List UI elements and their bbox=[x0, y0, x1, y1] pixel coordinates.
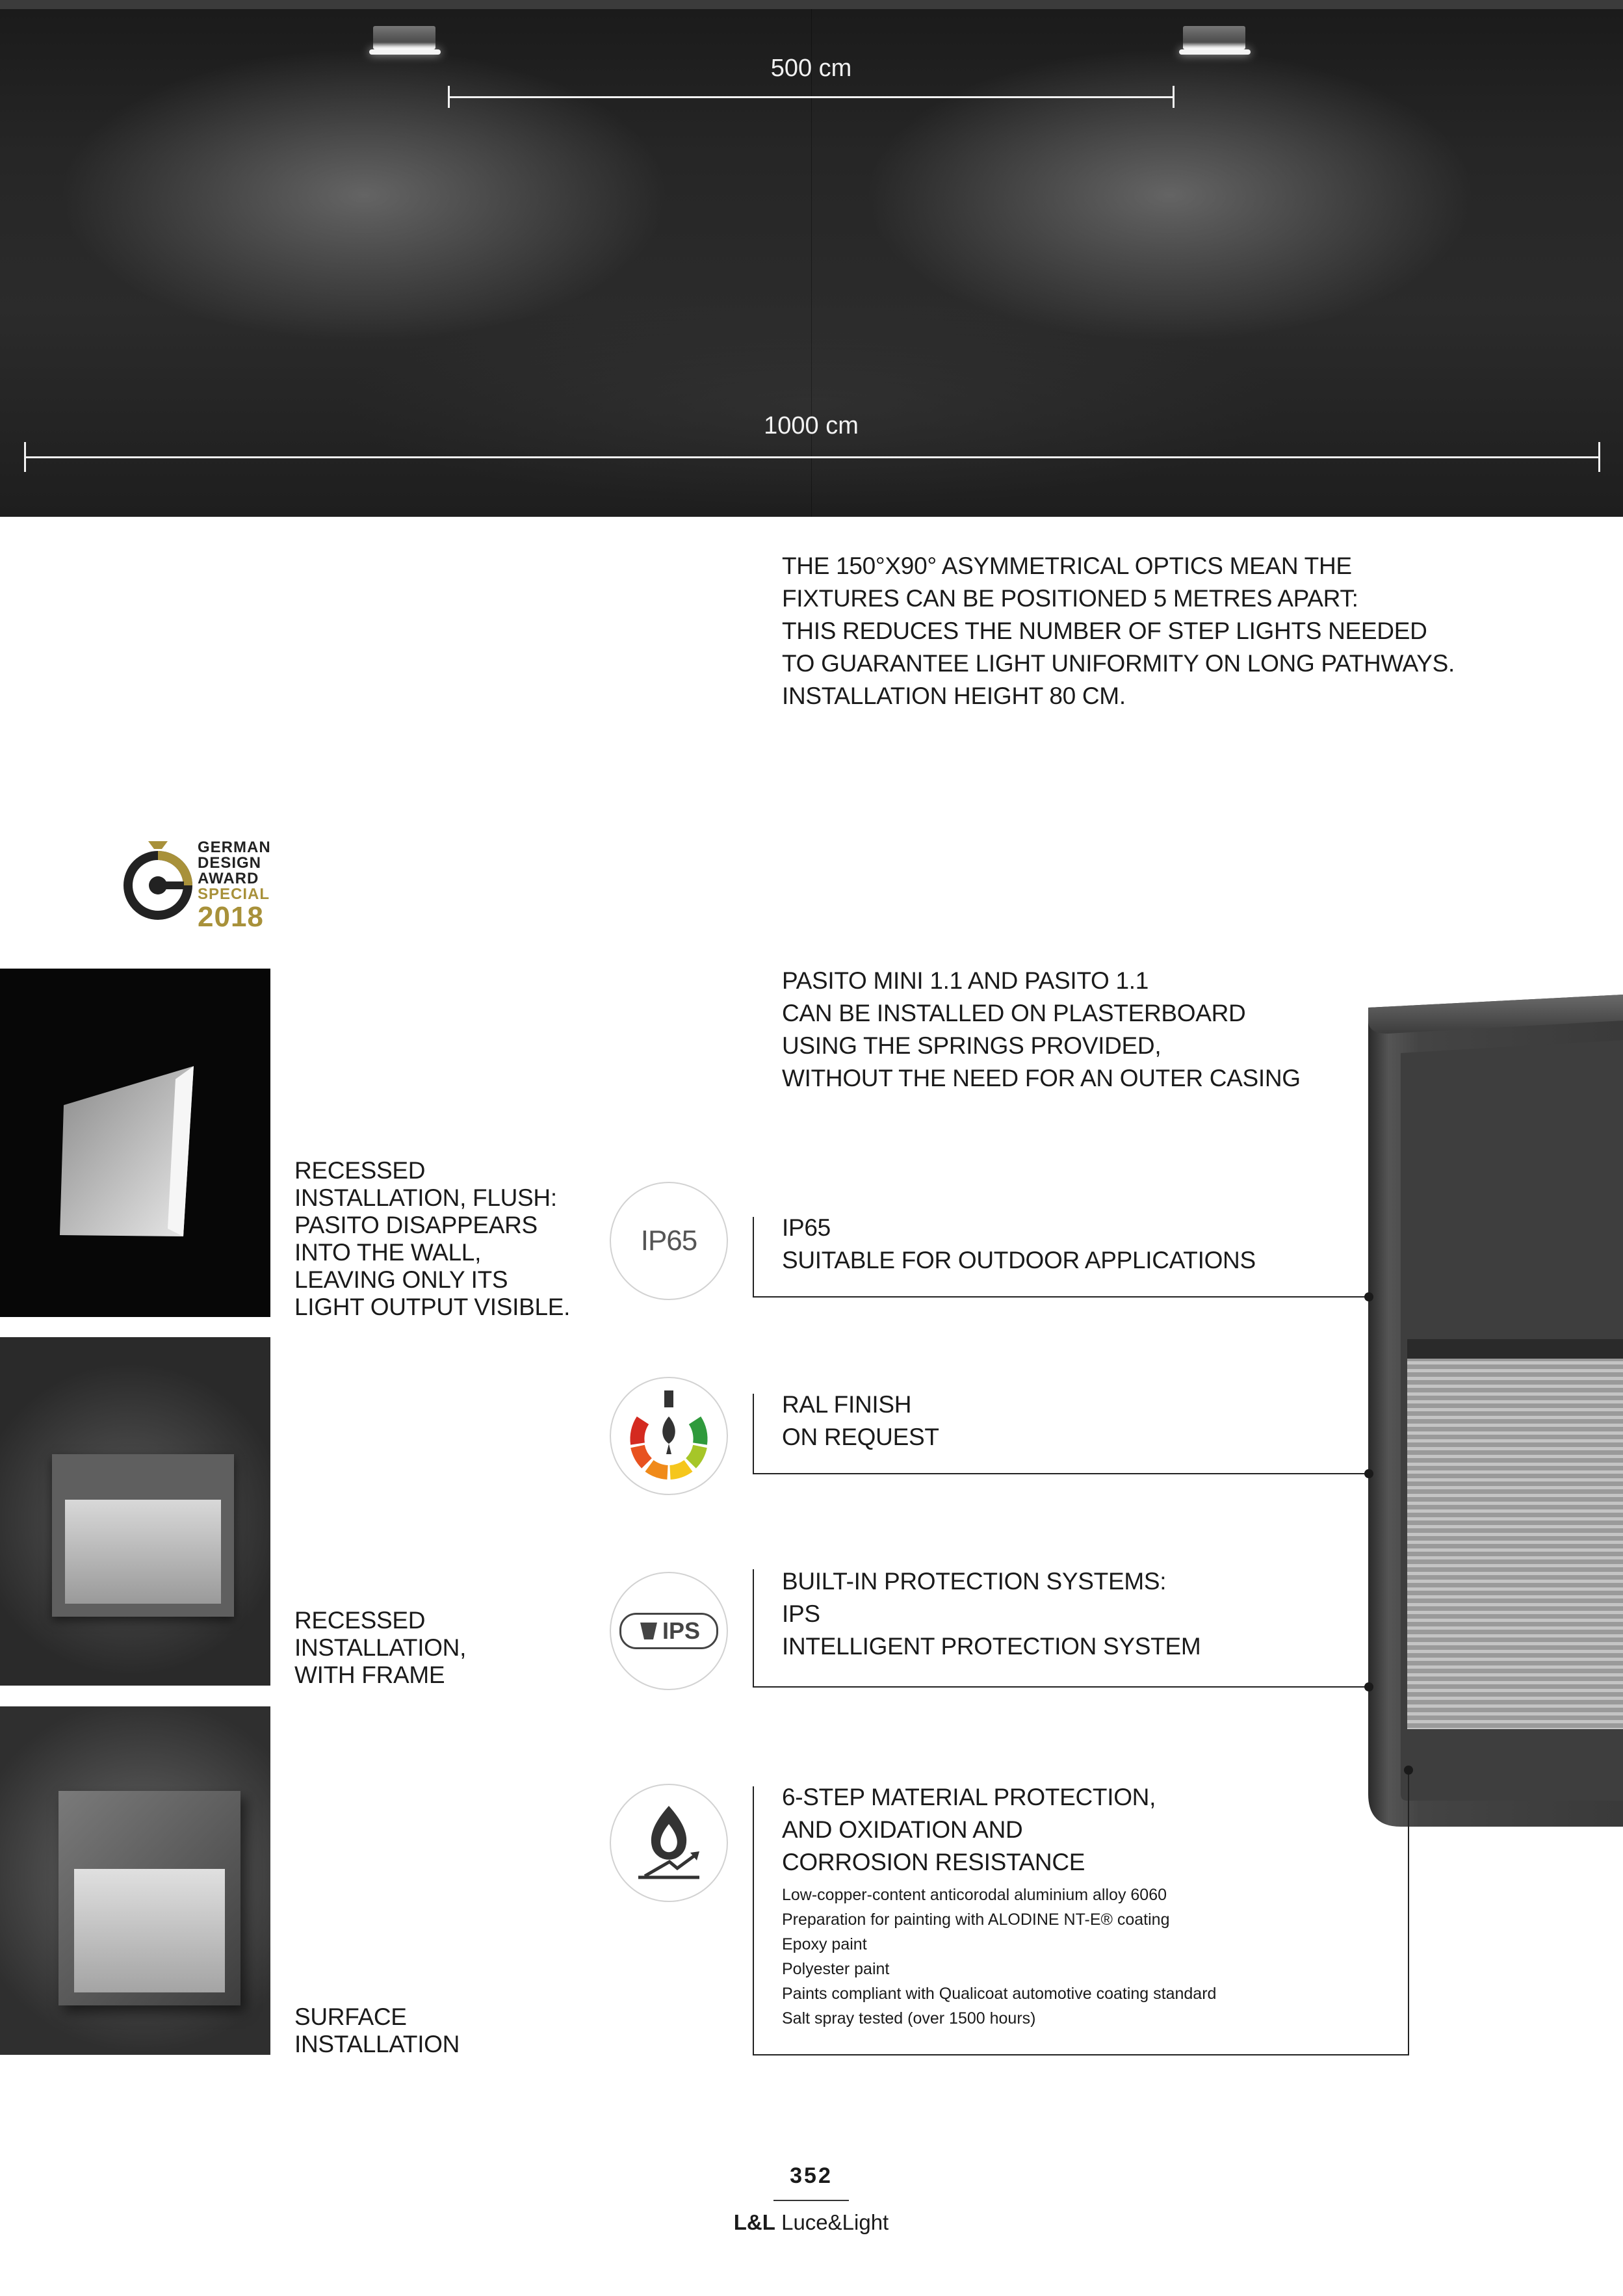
pasito-product-render bbox=[1329, 995, 1623, 1827]
german-design-award-logo bbox=[122, 839, 278, 933]
dimension-label-long: 1000 cm bbox=[764, 412, 859, 439]
material-detail-list bbox=[782, 1883, 1367, 2031]
feature-line: RAL FINISH bbox=[782, 1391, 912, 1418]
ip65-icon bbox=[610, 1182, 728, 1300]
fixture-light-right bbox=[1179, 49, 1251, 55]
dimension-tick bbox=[24, 442, 26, 472]
callout-dot bbox=[1404, 1766, 1413, 1775]
ip65-icon-label: IP65 bbox=[640, 1225, 697, 1257]
caption-recessed-flush bbox=[294, 1157, 580, 1321]
fixture-light-left bbox=[369, 49, 441, 55]
plasterboard-line: WITHOUT THE NEED FOR AN OUTER CASING bbox=[782, 1065, 1301, 1091]
drop-protection-icon bbox=[610, 1784, 728, 1902]
feature-line: INTELLIGENT PROTECTION SYSTEM bbox=[782, 1633, 1201, 1660]
caption-line: INSTALLATION, bbox=[294, 1634, 467, 1661]
ips-shield-icon bbox=[638, 1620, 660, 1642]
dimension-line-long bbox=[25, 456, 1600, 458]
ips-icon-label: IPS bbox=[662, 1617, 701, 1644]
product-body bbox=[1329, 995, 1623, 1827]
feature-line: BUILT-IN PROTECTION SYSTEMS: bbox=[782, 1568, 1167, 1595]
ips-badge bbox=[619, 1613, 718, 1649]
material-detail: Preparation for painting with ALODINE NT-E® coating bbox=[782, 1911, 1170, 1929]
award-line-design: DESIGN bbox=[198, 854, 262, 872]
brand-initials: L&L bbox=[733, 2210, 775, 2234]
caption-surface bbox=[294, 2003, 554, 2058]
optics-line: THE 150°X90° ASYMMETRICAL OPTICS MEAN THE bbox=[782, 553, 1352, 579]
optics-line: INSTALLATION HEIGHT 80 CM. bbox=[782, 683, 1126, 709]
feature-line: IP65 bbox=[782, 1214, 831, 1241]
material-detail: Salt spray tested (over 1500 hours) bbox=[782, 2009, 1036, 2028]
feature-line: CORROSION RESISTANCE bbox=[782, 1849, 1085, 1875]
caption-line: LEAVING ONLY ITS bbox=[294, 1266, 508, 1293]
callout-line-vertical bbox=[753, 1394, 754, 1474]
callout-dot bbox=[1364, 1682, 1373, 1691]
caption-line: PASITO DISAPPEARS bbox=[294, 1212, 538, 1238]
hero-wall-image bbox=[0, 0, 1623, 517]
award-line-special: SPECIAL bbox=[198, 885, 270, 903]
award-line-award: AWARD bbox=[198, 870, 259, 887]
award-emblem-icon bbox=[122, 839, 194, 930]
caption-line: SURFACE bbox=[294, 2003, 407, 2030]
caption-recessed-frame bbox=[294, 1607, 554, 1689]
footer-divider bbox=[773, 2200, 849, 2201]
dimension-line-short bbox=[448, 96, 1174, 98]
callout-line-horizontal bbox=[753, 1473, 1369, 1474]
award-line-german: GERMAN bbox=[198, 839, 271, 856]
photo-recessed-frame bbox=[0, 1337, 270, 1686]
callout-line-horizontal bbox=[753, 2054, 1409, 2055]
callout-line-vertical bbox=[1408, 1771, 1409, 2055]
dimension-tick bbox=[1598, 442, 1600, 472]
caption-line: INSTALLATION, FLUSH: bbox=[294, 1184, 557, 1211]
feature-line: AND OXIDATION AND bbox=[782, 1816, 1023, 1843]
optics-line: TO GUARANTEE LIGHT UNIFORMITY ON LONG PATHWAYS. bbox=[782, 650, 1455, 677]
callout-dot bbox=[1364, 1469, 1373, 1478]
callout-line-horizontal bbox=[753, 1686, 1369, 1688]
drop-shield-graphic bbox=[620, 1794, 718, 1892]
caption-line: RECESSED bbox=[294, 1607, 426, 1634]
hero-image-seam bbox=[811, 9, 812, 517]
ral-color-wheel-graphic bbox=[617, 1384, 721, 1488]
material-detail: Epoxy paint bbox=[782, 1935, 867, 1953]
photo-surface bbox=[0, 1706, 270, 2055]
caption-line: LIGHT OUTPUT VISIBLE. bbox=[294, 1294, 571, 1320]
material-detail: Polyester paint bbox=[782, 1960, 890, 1978]
feature-line: 6-STEP MATERIAL PROTECTION, bbox=[782, 1784, 1156, 1810]
callout-line-vertical bbox=[753, 1217, 754, 1298]
feature-line: IPS bbox=[782, 1600, 820, 1627]
step-light-fixture-left bbox=[373, 26, 435, 49]
brand-logo bbox=[681, 2210, 941, 2235]
callout-dot bbox=[1364, 1292, 1373, 1301]
material-detail: Low-copper-content anticorodal aluminium alloy 6060 bbox=[782, 1886, 1167, 1904]
plasterboard-line: CAN BE INSTALLED ON PLASTERBOARD bbox=[782, 1000, 1246, 1026]
ips-icon bbox=[610, 1572, 728, 1690]
frame-light-opening bbox=[65, 1500, 221, 1604]
page-number: 352 bbox=[790, 2163, 833, 2188]
photo-recessed-flush bbox=[0, 969, 270, 1317]
optics-description bbox=[782, 550, 1497, 712]
plasterboard-line: USING THE SPRINGS PROVIDED, bbox=[782, 1032, 1162, 1059]
color-wheel-icon bbox=[610, 1377, 728, 1495]
feature-material-text bbox=[782, 1781, 1367, 2031]
feature-ip65-text bbox=[782, 1212, 1302, 1277]
optics-line: FIXTURES CAN BE POSITIONED 5 METRES APART: bbox=[782, 585, 1358, 612]
material-detail: Paints compliant with Qualicoat automotive coating standard bbox=[782, 1985, 1217, 2003]
plasterboard-description bbox=[782, 965, 1367, 1095]
callout-line-vertical bbox=[753, 1569, 754, 1688]
feature-ral-text bbox=[782, 1389, 1302, 1454]
feature-line: ON REQUEST bbox=[782, 1424, 939, 1450]
brand-name: Luce&Light bbox=[781, 2210, 889, 2234]
callout-line-vertical bbox=[753, 1786, 754, 2055]
surface-light-opening bbox=[74, 1869, 225, 1992]
feature-ips-text bbox=[782, 1565, 1302, 1663]
step-light-fixture-right bbox=[1183, 26, 1245, 49]
feature-line: SUITABLE FOR OUTDOOR APPLICATIONS bbox=[782, 1247, 1256, 1273]
flush-light-opening bbox=[0, 969, 270, 1317]
callout-line-horizontal bbox=[753, 1296, 1369, 1298]
caption-line: INTO THE WALL, bbox=[294, 1239, 482, 1266]
dimension-label-short: 500 cm bbox=[770, 55, 852, 82]
caption-line: RECESSED bbox=[294, 1157, 426, 1184]
optics-line: THIS REDUCES THE NUMBER OF STEP LIGHTS NEEDED bbox=[782, 618, 1427, 644]
dimension-tick bbox=[448, 86, 450, 108]
caption-line: INSTALLATION bbox=[294, 2031, 460, 2057]
caption-line: WITH FRAME bbox=[294, 1662, 445, 1688]
award-year: 2018 bbox=[198, 901, 264, 933]
plasterboard-line: PASITO MINI 1.1 AND PASITO 1.1 bbox=[782, 967, 1149, 994]
dimension-tick bbox=[1173, 86, 1175, 108]
hero-top-band bbox=[0, 0, 1623, 9]
